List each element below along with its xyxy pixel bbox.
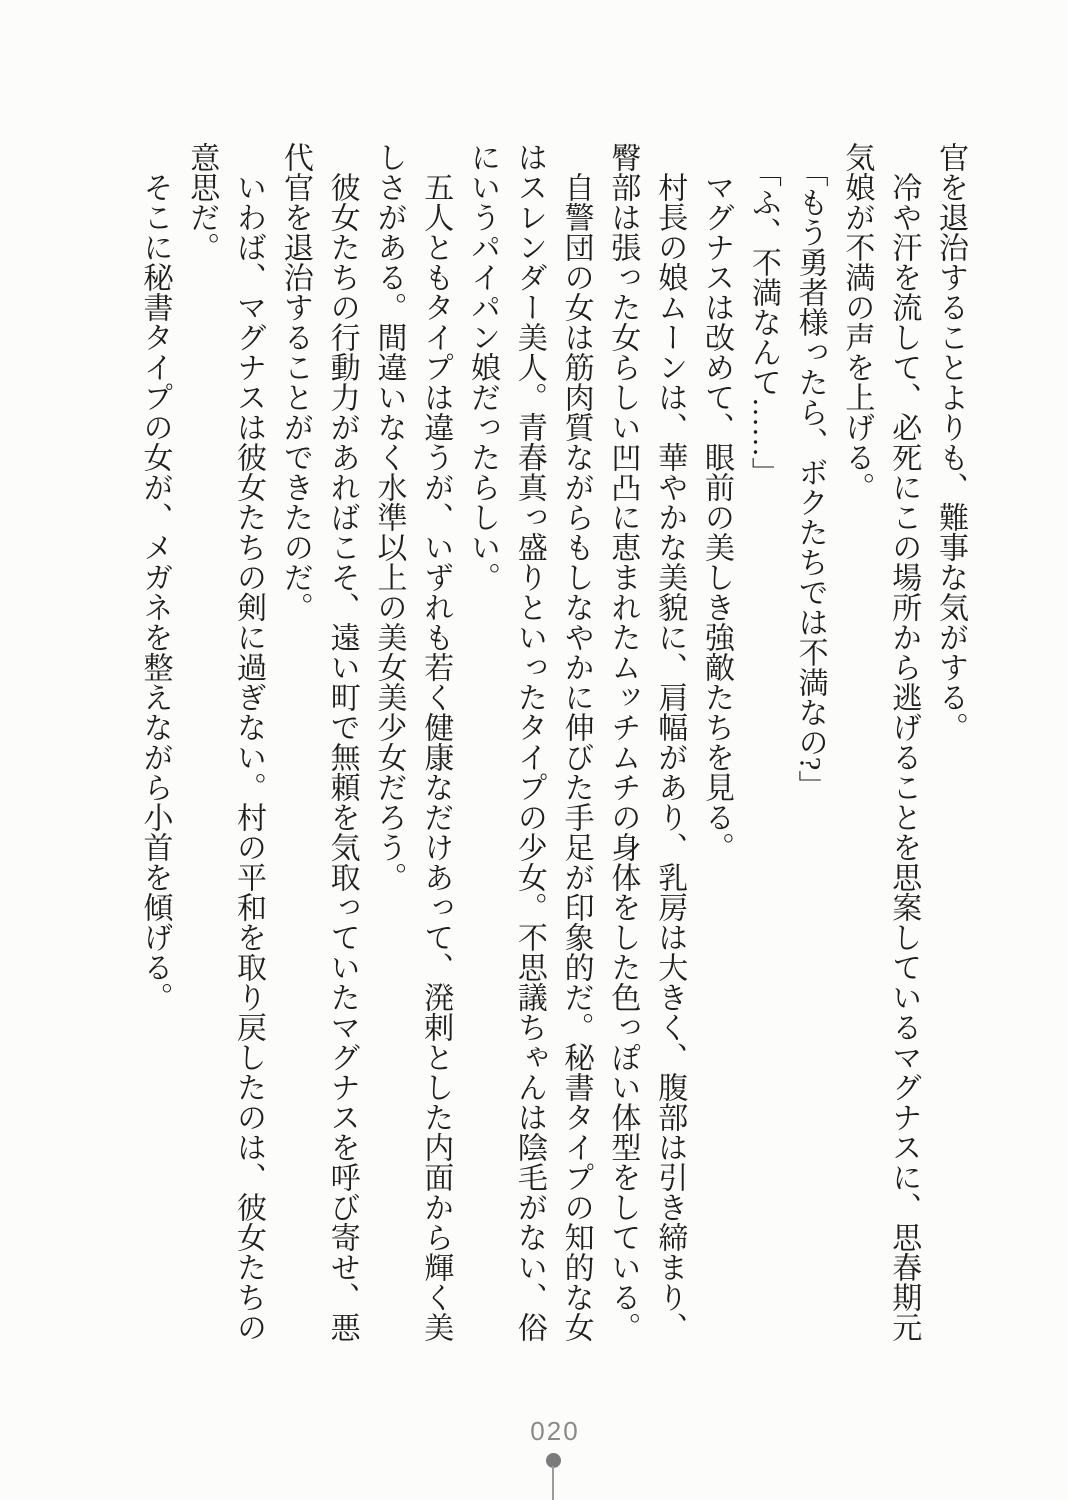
paragraph: そこに秘書タイプの女が、メガネを整えながら小首を傾げる。 bbox=[138, 172, 172, 1012]
paragraph: 「ふ、不満なんて……」 bbox=[746, 157, 780, 487]
paragraph: 官を退治することよりも、難事な気がする。 bbox=[934, 142, 967, 742]
paragraph: 五人ともタイプは違うが、いずれも若く健康なだけあって、溌剌とした内面から輝く美しさがある。間違いなく水準以上の美女美少女だろう。 bbox=[372, 142, 453, 1342]
paragraph: 村長の娘ムーンは、華やかな美貌に、肩幅があり、乳房は大きく、腹部は引き締まり、臀部は張った女らしい凹凸に恵まれたムッチムチの身体をした色っぽい体型をしている。 bbox=[606, 142, 687, 1342]
paragraph: 「もう勇者様ったら、ボクたちでは不満なの?」 bbox=[793, 157, 827, 801]
footer-line-ornament bbox=[552, 1466, 554, 1500]
paragraph: 彼女たちの行動力があればこそ、遠い町で無頼を気取っていたマグナスを呼び寄せ、悪代官を退治することができたのだ。 bbox=[278, 142, 359, 1342]
paragraph: マグナスは改めて、眼前の美しき強敵たちを見る。 bbox=[700, 172, 734, 862]
page-number: 020 bbox=[530, 1416, 580, 1446]
paragraph: いわば、マグナスは彼女たちの剣に過ぎない。村の平和を取り戻したのは、彼女たちの意思だ。 bbox=[185, 142, 266, 1342]
vertical-text-block bbox=[131, 142, 973, 1358]
paragraph: 自警団の女は筋肉質ながらもしなやかに伸びた手足が印象的だ。秘書タイプの知的な女はスレンダー美人。青春真っ盛りといったタイプの少女。不思議ちゃんは陰毛がない、俗にいうパイパン娘だったらしい。 bbox=[466, 142, 593, 1342]
paragraph: 冷や汗を流して、必死にこの場所から逃げることを思案しているマグナスに、思春期元気娘が不満の声を上げる。 bbox=[840, 142, 921, 1342]
